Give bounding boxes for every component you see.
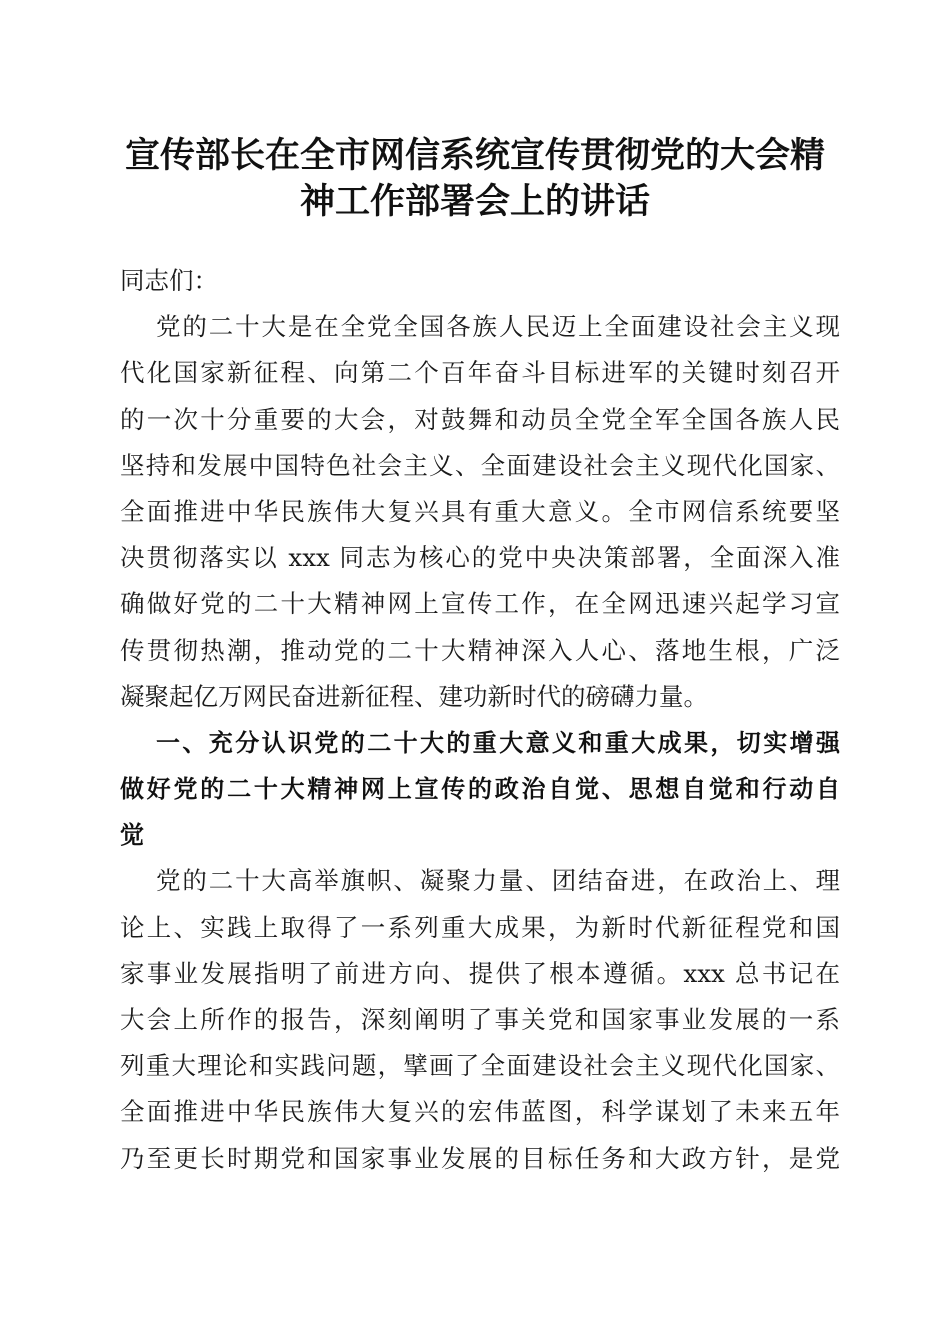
paragraph-line: 大会上所作的报告，深刻阐明了事关党和国家事业发展的一系 [120,1005,840,1034]
paragraph-line: 乃至更长时期党和国家事业发展的目标任务和大政方针，是党 [120,1143,840,1173]
paragraph-line: 凝聚起亿万网民奋进新征程、建功新时代的磅礴力量。 [120,681,708,711]
paragraph-line: 全面推进中华民族伟大复兴的宏伟蓝图，科学谋划了未来五年 [120,1097,840,1127]
heading-line: 一、充分认识党的二十大的重大意义和重大成果，切实增强 [156,728,840,757]
paragraph-line: 全面推进中华民族伟大复兴具有重大意义。全市网信系统要坚 [120,496,840,526]
document-title [100,132,850,224]
paragraph-line: 列重大理论和实践问题，擘画了全面建设社会主义现代化国家、 [120,1051,840,1081]
paragraph-line: 确做好党的二十大精神网上宣传工作，在全网迅速兴起学习宣 [120,589,840,619]
paragraph-line: 党的二十大是在全党全国各族人民迈上全面建设社会主义现 [156,312,840,342]
paragraph-line: 党的二十大高举旗帜、凝聚力量、团结奋进，在政治上、理 [156,866,840,896]
paragraph-intro [120,304,840,720]
heading-line: 觉 [120,821,144,850]
paragraph-line: 论上、实践上取得了一系列重大成果，为新时代新征程党和国 [120,912,840,942]
paragraph-line: 家事业发展指明了前进方向、提供了根本遵循。xxx 总书记在 [120,958,840,988]
paragraph-line: 坚持和发展中国特色社会主义、全面建设社会主义现代化国家、 [120,450,840,480]
document-body [120,258,840,1182]
section-heading-1 [120,720,840,859]
heading-line: 做好党的二十大精神网上宣传的政治自觉、思想自觉和行动自 [120,775,840,804]
title-line: 神工作部署会上的讲话 [299,181,650,223]
salutation: 同志们： [120,266,218,295]
paragraph-line: 代化国家新征程、向第二个百年奋斗目标进军的关键时刻召开 [120,358,840,388]
paragraph-section-1 [120,858,840,1181]
paragraph-line: 传贯彻热潮，推动党的二十大精神深入人心、落地生根，广泛 [120,635,840,665]
paragraph-line: 决贯彻落实以 xxx 同志为核心的党中央决策部署，全面深入准 [120,543,840,573]
title-line: 宣传部长在全市网信系统宣传贯彻党的大会精 [124,135,825,176]
paragraph-line: 的一次十分重要的大会，对鼓舞和动员全党全军全国各族人民 [120,404,840,434]
